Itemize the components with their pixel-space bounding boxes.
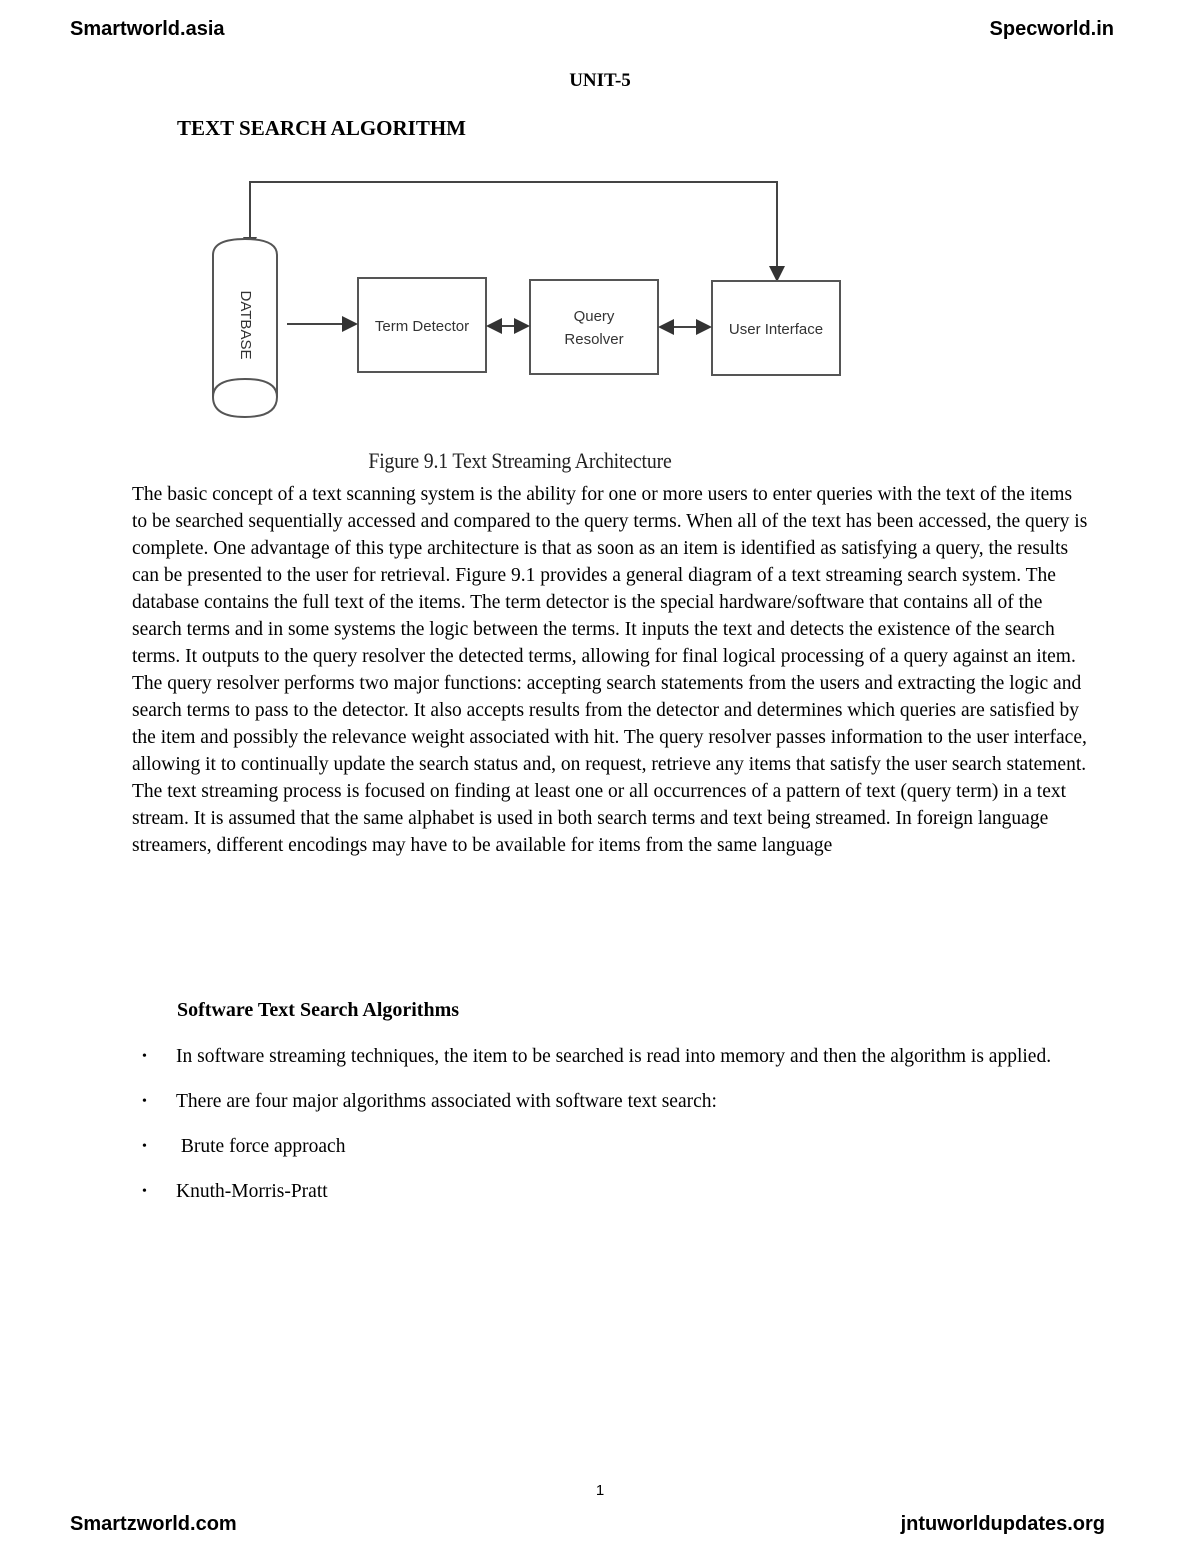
query-resolver-label-line2: Resolver	[564, 331, 624, 348]
term-detector-label: Term Detector	[374, 318, 470, 335]
list-item-text: Brute force approach	[176, 1136, 346, 1157]
bullet-marker: •	[142, 1139, 147, 1154]
list-item	[140, 1087, 1060, 1116]
bullet-list	[140, 1042, 1060, 1222]
list-item	[140, 1177, 1060, 1206]
list-item-text: In software streaming techniques, the item to be searched is read into memory and then the algorithm is applied.	[176, 1046, 1052, 1067]
footer-right-site: jntuworldupdates.org	[900, 1513, 1105, 1535]
figure-caption: Figure 9.1 Text Streaming Architecture	[368, 448, 672, 473]
body-paragraph: The basic concept of a text scanning system is the ability for one or more users to enter queries with the text of the items to be searched sequentially accessed and compared to the query terms. When all of the text has been accessed, the query is complete. One advantage of this type architecture is that as soon as an item is identified as satisfying a query, the results can be presented to the user for retrieval. Figure 9.1 provides a general diagram of a text streaming search system. The database contains the full text of the items. The term detector is the special hardware/software that contains all of the search terms and in some systems the logic between the terms. It inputs the text and detects the existence of the search terms. It outputs to the query resolver the detected terms, allowing for final logical processing of a query against an item. The query resolver performs two major functions: accepting search statements from the users and extracting the logic and search terms to pass to the detector. It also accepts results from the detector and determines which queries are satisfied by the item and possibly the relevance weight associated with hit. The query resolver passes information to the user interface, allowing it to continually update the search status and, on request, retrieve any items that satisfy the user search statement. The text streaming process is focused on finding at least one or all occurrences of a pattern of text (query term) in a text stream. It is assumed that the same alphabet is used in both search terms and text being streamed. In foreign language streamers, different encodings may have to be available for items from the same language	[132, 484, 1088, 856]
section-title: TEXT SEARCH ALGORITHM	[177, 116, 467, 140]
feedback-loop-line	[250, 182, 777, 280]
database-label: DATBASE	[237, 290, 255, 360]
bullet-marker: •	[142, 1094, 147, 1109]
page-number: 1	[595, 1482, 605, 1499]
subheading: Software Text Search Algorithms	[177, 999, 460, 1021]
bullet-marker: •	[142, 1049, 147, 1064]
database-cylinder	[213, 239, 277, 417]
footer-left-site: Smartzworld.com	[70, 1513, 237, 1535]
list-item-text: There are four major algorithms associated with software text search:	[176, 1091, 717, 1112]
list-item	[140, 1132, 1060, 1161]
header-left-site: Smartworld.asia	[70, 18, 225, 40]
query-resolver-label-line1: Query	[573, 308, 615, 325]
text-streaming-architecture-diagram	[205, 175, 855, 475]
header-right-site: Specworld.in	[989, 18, 1114, 40]
user-interface-label: User Interface	[728, 321, 824, 338]
list-item-text: Knuth-Morris-Pratt	[176, 1181, 328, 1202]
query-resolver-box	[530, 280, 658, 374]
bullet-marker: •	[142, 1184, 147, 1199]
unit-title: UNIT-5	[569, 70, 631, 91]
list-item	[140, 1042, 1060, 1071]
